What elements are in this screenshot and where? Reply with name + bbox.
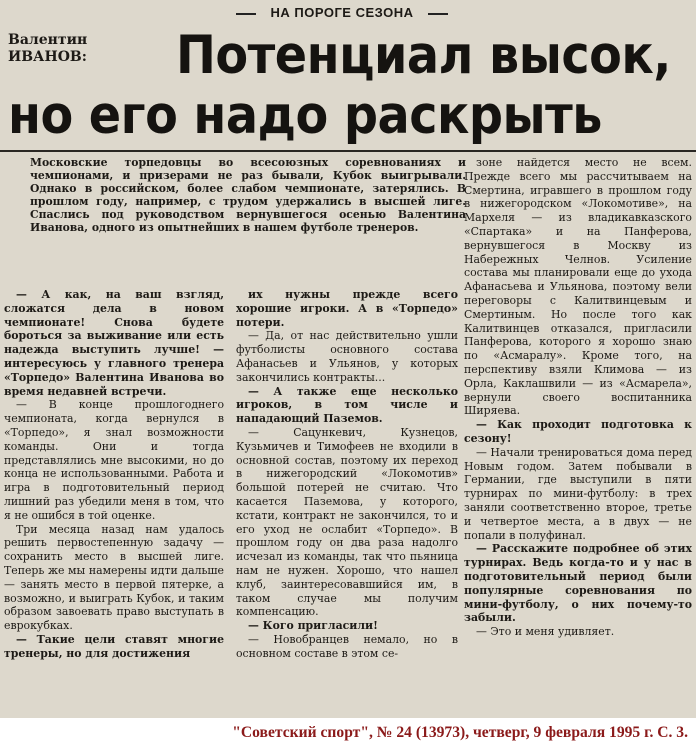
author-last-name: ИВАНОВ: — [8, 49, 87, 65]
headline-line-1: Потенциал высок, — [176, 25, 671, 86]
paragraph: — Кого пригласили! — [248, 619, 378, 633]
headline-line-2: но его надо раскрыть — [8, 85, 602, 146]
paragraph: — Новобранцев немало, но в основном составе в этом се- — [236, 632, 458, 660]
paragraph: — В конце прошлогоднего чемпионата, когда вернулся в «Торпедо», я знал возможности команды. Они и тогда представлялись мне высокими, но до конца не использованными. Работа и игра в подготовительный период лишний раз убедили меня в том, что я не ошибся в той оценке. — [4, 398, 224, 522]
article-column-1 — [4, 288, 224, 661]
paragraph: — А как, на ваш взгляд, сложатся дела в новом чемпионате! Снова будете бороться за выживание или есть надежда выступить лучше! — интересуюсь у главного тренера «Торпедо» Валентина Иванова во время недавней встречи. — [4, 288, 224, 398]
source-footer — [0, 718, 696, 749]
rubric-rule-left — [236, 13, 256, 15]
paragraph: — Сацункевич, Кузнецов, Кузьмичев и Тимофеев не входили в основной состав, поэтому их переход в нижегородский «Локомотив» большой потерей не считаю. Что касается Паземова, у которого, кстати, контракт не закончился, то и его уход не ослабит «Торпедо». В прошлом году он два раза надолго исчезал из команды, так что пьяница нам не нужен. Хорошо, что нашел клуб, заинтересовавшийся им, в таком случае мы получим компенсацию. — [236, 425, 458, 619]
paragraph: — Это и меня удивляет. — [476, 625, 615, 639]
rubric-heading: НА ПОРОГЕ СЕЗОНА — [270, 5, 414, 20]
paragraph: — Как проходит подготовка к сезону! — [464, 418, 692, 445]
article-column-3 — [464, 156, 692, 639]
paragraph: их нужны прежде всего хорошие игроки. А в «Торпедо» потери. — [236, 288, 458, 329]
paragraph: — Да, от нас действительно ушли футболисты основного состава Афанасьев и Ульянов, у которых закончились контракты... — [236, 329, 458, 384]
rubric-rule-right — [428, 13, 448, 15]
paragraph: Три месяца назад нам удалось решить первостепенную задачу — сохранить место в высшей лиге. Теперь же мы намерены идти дальше — занять место в первой пятерке, а возможно, и выиграть Кубок, и таким образом завоевать право выступать в еврокубках. — [4, 522, 224, 633]
paragraph: зоне найдется место не всем. Прежде всего мы рассчитываем на Смертина, игравшего в прошлом году в нижегородском «Локомотиве», на Мархеля — из владикавказского «Спартака» и на Панферова, вернувшегося в Москву из Набережных Челнов. Усиление состава мы планировали еще до ухода Афанасьева и Ульянова, поэтому вели переговоры с Калитвинцевым и Смертиным. Но после того как Калитвинцев отказался, пригласили Панферова, которого я хорошо знаю по «Асмаралу». Кроме того, на перспективу взяли Климова — из Орла, Каклашвили — из «Асмарела», вернули своего воспитанника Ширяева. — [464, 156, 692, 418]
headline — [8, 26, 696, 146]
paragraph: — Расскажите подробнее об этих турнирах. Ведь когда-то и у нас в подготовительный период были популярные соревнования по мини-футболу, о них почему-то забыли. — [464, 542, 692, 625]
paragraph: — Такие цели ставят многие тренеры, но для достижения — [4, 632, 224, 660]
article-column-2 — [236, 288, 458, 661]
lead-paragraph: Московские торпедовцы во всесоюзных соревнованиях и чемпионами, и призерами не раз бывали, Кубок выигрывали. Однако в российском, более слабом чемпионате, затерялись. В прошлом году, например, с трудом удержались в высшей лиге. Спаслись под руководством вернувшегося осенью Валентина Иванова, одного из опытнейших в нашем футболе тренеров. — [30, 156, 466, 234]
paragraph: — Начали тренироваться дома перед Новым годом. Затем побывали в Германии, где выступили в пяти турнирах по мини-футболу: в трех заняли соответственно второе, третье и четвертое места, а в двух — не попали в полуфинал. — [464, 445, 692, 542]
paragraph: — А также еще несколько игроков, в том числе и нападающий Паземов. — [236, 384, 458, 426]
author-first-name: Валентин — [8, 32, 88, 48]
headline-divider — [0, 150, 696, 152]
source-caption: "Советский спорт", № 24 (13973), четверг, 9 февраля 1995 г. С. 3. — [232, 724, 688, 741]
